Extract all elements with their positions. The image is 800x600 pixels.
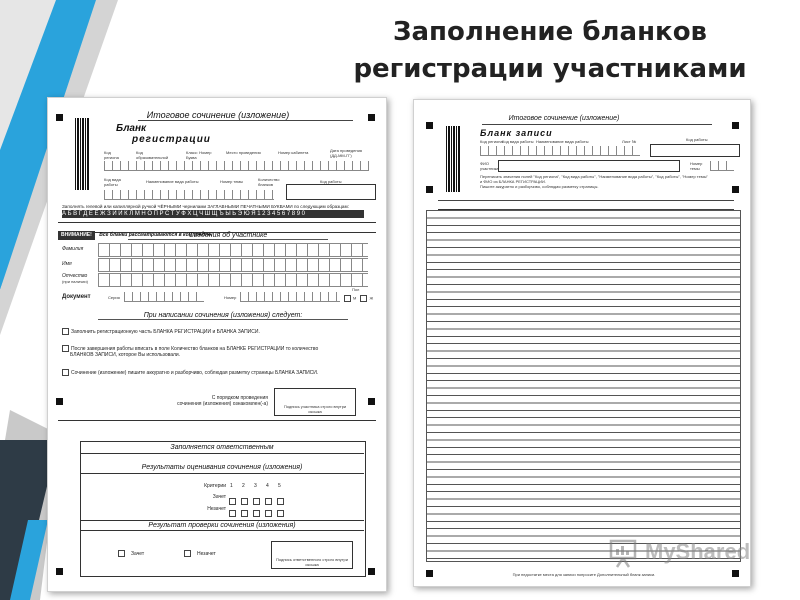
name-cells[interactable] [98, 258, 368, 272]
fill-instruction: Заполнять гелевой или капиллярной ручкой ЧЁРНЫМИ чернилами ЗАГЛАВНЫМИ ПЕЧАТНЫМИ БУКВАМИ по следующим образцам: [62, 204, 349, 209]
registration-form [47, 97, 387, 592]
corner-marker [56, 398, 63, 405]
label-page: Лист № [622, 139, 637, 144]
corner-marker [368, 568, 375, 575]
sex-f-label: Ж [369, 295, 374, 301]
check-section-title: Результат проверки сочинения (изложения) [80, 520, 364, 531]
copy-note-3: Пишите аккуратно и разборчиво, соблюдая разметку страницы. [480, 184, 599, 189]
corner-marker [368, 114, 375, 121]
slide-title-line-2: регистрации участниками [353, 54, 747, 84]
sex-f-checkbox[interactable] [360, 295, 367, 302]
reg-form-header: Итоговое сочинение (изложение) [146, 110, 290, 120]
record-footer: При недостатке места для записи попросите Дополнительный бланк записи. [512, 572, 656, 577]
label-org: Код образовательной [136, 150, 169, 160]
label-region: Код региона [480, 139, 503, 144]
criterion-3: 3 [254, 483, 257, 489]
check-icon [62, 345, 69, 352]
checkbox[interactable] [241, 510, 248, 517]
work-code-box[interactable] [286, 184, 376, 200]
sex-m-checkbox[interactable] [344, 295, 351, 302]
record-form [413, 99, 751, 587]
record-form-header: Итоговое сочинение (изложение) [508, 115, 620, 122]
document-label: Документ [62, 294, 91, 300]
participant-section-title: Сведения об участнике [128, 232, 328, 240]
patronymic-note: (при наличии) [62, 279, 88, 284]
row1-cells[interactable] [104, 161, 369, 171]
label-work-type: Код вида работы [502, 139, 534, 144]
attention-strip [438, 200, 734, 210]
label-date: Дата проведения (ДД-ММ-ГГ) [330, 148, 362, 158]
form-name-line-2: регистрации [132, 134, 211, 145]
number-label: Номер [224, 295, 237, 300]
label-work-name: Наименование вида работы [536, 139, 589, 144]
check-pass-label: Зачет [131, 550, 145, 557]
label-blank-count: Количество бланков [258, 177, 280, 187]
rule-2-text-b: БЛАНКОВ ЗАПИСИ, которое Вы использовали. [70, 352, 181, 358]
rule-3 [62, 369, 372, 376]
check-fail-label: Незачет [197, 550, 216, 557]
criterion-4: 4 [266, 483, 269, 489]
divider [58, 420, 376, 421]
corner-marker [426, 570, 433, 577]
corner-marker [732, 570, 739, 577]
check-fail [184, 550, 216, 557]
check-fail-checkbox[interactable] [184, 550, 191, 557]
corner-marker [56, 114, 63, 121]
corner-marker [732, 186, 739, 193]
label-work-code: Код работы [686, 137, 708, 142]
sex-options [344, 295, 373, 302]
record-form-name: Бланк записи [480, 128, 553, 138]
surname-label: Фамилия [62, 246, 84, 252]
results-section-title: Результаты оценивания сочинения (изложения) [80, 464, 364, 474]
sex-label: Пол [352, 287, 360, 292]
label-place: Место проведения [226, 150, 261, 155]
series-cells[interactable] [124, 292, 204, 302]
rule-3-text: Сочинение (изложение) пишите аккуратно и разборчиво, соблюдая разметку страницы БЛАНКА ЗАПИСИ. [71, 369, 319, 376]
header-rule [138, 120, 353, 121]
writing-lines-area[interactable] [426, 210, 741, 562]
check-pass [118, 550, 144, 557]
rule-2 [62, 345, 372, 352]
fio-input[interactable] [498, 160, 680, 172]
check-pass-checkbox[interactable] [118, 550, 125, 557]
corner-marker [368, 398, 375, 405]
name-label: Имя [62, 261, 72, 267]
header-rule [482, 124, 712, 125]
label-topic: Номер темы [220, 179, 244, 184]
corner-marker [732, 122, 739, 129]
checkbox[interactable] [253, 510, 260, 517]
participant-signature-box[interactable] [274, 388, 356, 416]
form-name-line-1: Бланк [116, 123, 147, 134]
checkbox[interactable] [277, 510, 284, 517]
fail-label: Незачет [207, 506, 226, 512]
row2-cells[interactable] [104, 190, 274, 200]
patronymic-cells[interactable] [98, 273, 368, 287]
criterion-1: 1 [230, 483, 233, 489]
sample-letters: АБВГДЕЁЖЗИЙКЛМНОПРСТУФХЦЧШЩЪЫЬЭЮЯ1234567890 [62, 210, 364, 218]
copy-note-2: и ФИО из БЛАНКА РЕГИСТРАЦИИ. [480, 179, 547, 184]
barcode [446, 126, 460, 192]
watermark-logo [607, 536, 767, 570]
number-cells[interactable] [240, 292, 340, 302]
responsible-signature-caption: Подпись ответственного строго внутри окошка [276, 557, 348, 567]
check-icon [62, 369, 69, 376]
attention-text: Все бланки рассматриваются в комплекте. [99, 232, 213, 238]
slide-title-line-1: Заполнение бланков [392, 17, 708, 47]
copy-note-1: Переписать значения полей "Код региона", "Код вида работы", "Наименование вида работы", "Код работы", "Номер темы" [480, 174, 708, 179]
acquainted-line-1: С порядком проведения [211, 395, 268, 401]
corner-marker [56, 568, 63, 575]
label-work-code: Код работы [320, 179, 342, 184]
fio-label: ФИО участника [480, 161, 499, 171]
label-work-name: Наименование вида работы [146, 179, 199, 184]
responsible-signature-box[interactable] [271, 541, 353, 569]
acquainted-text [158, 395, 268, 407]
checkbox[interactable] [265, 510, 272, 517]
presentation-board-icon [607, 538, 641, 568]
rule-1-text: Заполнить регистрационную часть БЛАНКА РЕГИСТРАЦИИ и БЛАНКА ЗАПИСИ. [71, 328, 260, 335]
pass-label: Зачет [212, 494, 226, 500]
watermark-text: MyShared [645, 539, 751, 564]
corner-marker [426, 186, 433, 193]
attention-label: ВНИМАНИЕ! [58, 231, 95, 240]
criteria-label: Критерии [204, 483, 226, 489]
reg-form-name [116, 123, 211, 145]
check-icon [62, 328, 69, 335]
topic-cells[interactable] [710, 161, 734, 171]
topic-label: Номер темы [690, 161, 703, 171]
sex-m-label: М [353, 295, 357, 301]
rule-1 [62, 328, 372, 335]
barcode [75, 118, 89, 190]
writing-section-title: При написании сочинения (изложения) следует: [98, 312, 348, 320]
criteria-numbers [230, 483, 290, 489]
rule-2-text-a: После завершения работы вписать в поле Количество бланков на БЛАНКЕ РЕГИСТРАЦИИ то количество [71, 345, 319, 352]
patronymic-label: Отчество [62, 273, 88, 279]
checkbox[interactable] [229, 510, 236, 517]
record-work-code-box[interactable] [650, 144, 740, 157]
surname-cells[interactable] [98, 243, 368, 257]
label-work-type: Код вида работы [104, 177, 121, 187]
label-class: Класс: Номер Буква [186, 150, 212, 160]
slide-title [300, 14, 800, 88]
responsible-section-title: Заполняется ответственным [80, 444, 364, 454]
record-row-cells[interactable] [480, 146, 640, 156]
acquainted-line-2: сочинения (изложения) ознакомлен(-а) [177, 401, 268, 407]
series-label: Серия [108, 295, 120, 300]
criterion-2: 2 [242, 483, 245, 489]
corner-marker [426, 122, 433, 129]
criterion-5: 5 [278, 483, 281, 489]
label-hall: Номер кабинета [278, 150, 309, 155]
participant-signature-caption: Подпись участника строго внутри окошка [283, 404, 347, 414]
label-region: Код региона [104, 150, 119, 160]
